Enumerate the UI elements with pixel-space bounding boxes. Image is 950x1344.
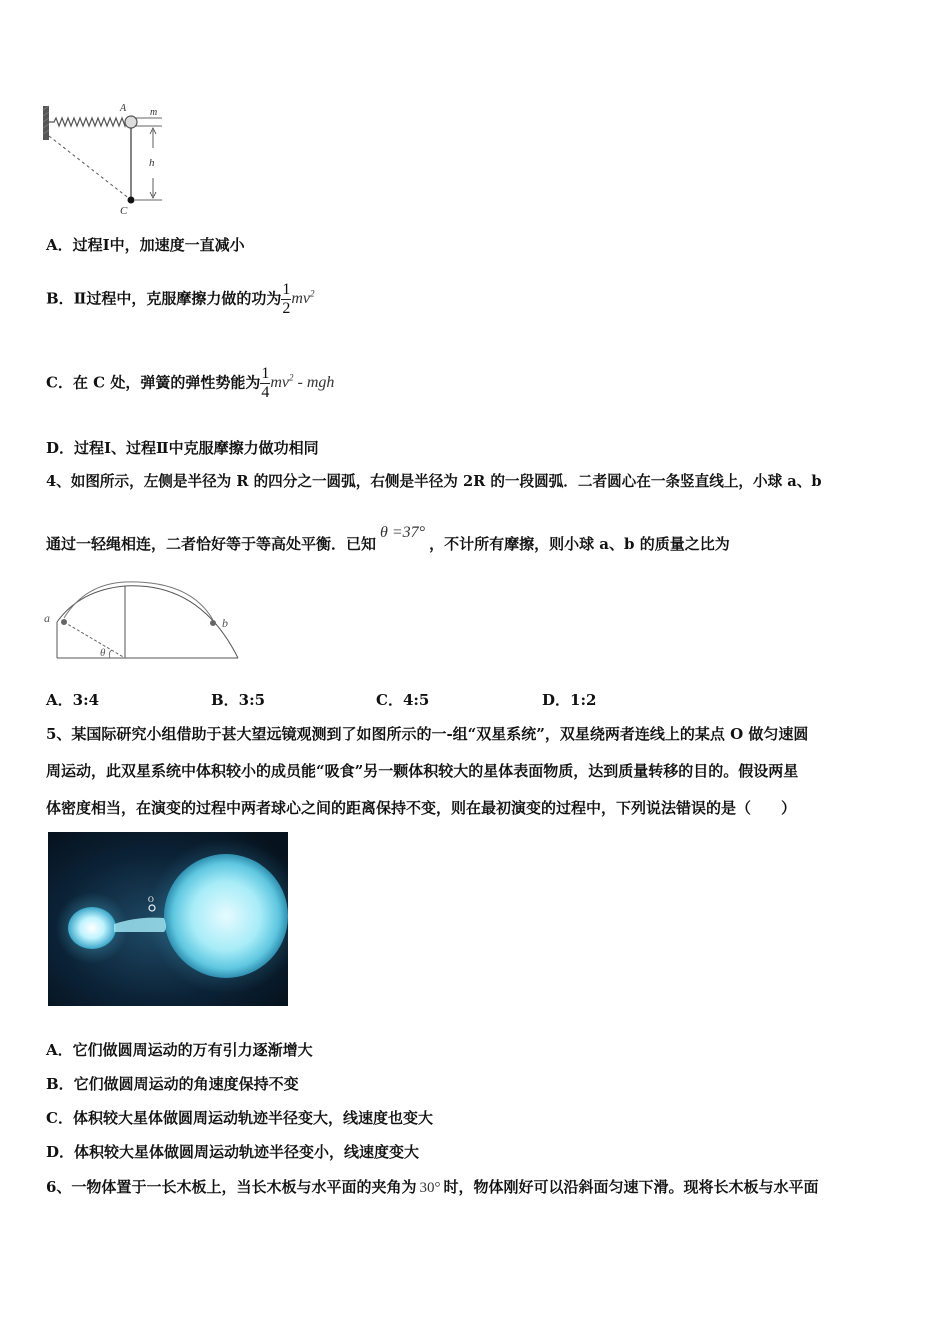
q5-option-d: D．体积较大星体做圆周运动轨迹半径变小，线速度变大 (46, 1143, 420, 1161)
q4-choice-c: C．4:5 (376, 691, 430, 709)
q5-option-a: A．它们做圆周运动的万有引力逐渐增大 (46, 1041, 313, 1059)
spring-figure (40, 98, 170, 222)
q3-option-a: A．过程Ⅰ中，加速度一直减小 (46, 236, 245, 254)
label-b: b (222, 616, 228, 630)
mv-squared-mgh: $mv^2$ - mgh (270, 373, 335, 392)
q4-line-1: 4、如图所示，左侧是半径为 R 的四分之一圆弧，右侧是半径为 2R 的一段圆弧．二者圆心在一条竖直线上，小球 a、b (46, 473, 822, 490)
label-h: h (149, 157, 155, 169)
q3-option-c-text: C．在 C 处，弹簧的弹性势能为 (46, 373, 261, 392)
mv-expr: mv (270, 374, 289, 392)
frac-den: 2 (282, 299, 291, 317)
q5-option-c: C．体积较大星体做圆周运动轨迹半径变大，线速度也变大 (46, 1109, 433, 1127)
theta-value: θ =37° (380, 524, 426, 541)
fraction-half (281, 281, 291, 318)
label-theta: θ (100, 647, 106, 659)
rope (64, 582, 213, 620)
mv-squared: $mv^2$ (291, 289, 315, 308)
q4-choice-d: D．1:2 (542, 691, 597, 709)
binary-star-image (48, 832, 288, 1006)
frac-num: 1 (261, 364, 270, 382)
label-m: m (150, 107, 158, 118)
q6-line-1-post: 时，物体刚好可以沿斜面匀速下滑。现将长木板与水平面 (443, 1178, 819, 1196)
label-a: a (44, 611, 50, 625)
frac-den: 4 (261, 383, 270, 401)
q6-line-1-pre: 6、一物体置于一长木板上，当长木板与水平面的夹角为 (46, 1178, 417, 1196)
q4-line-2-post: ，不计所有摩擦，则小球 a、b 的质量之比为 (429, 535, 730, 553)
mv-expr: mv (291, 290, 310, 308)
q5-line-2: 周运动，此双星系统中体积较小的成员能“吸食”另一颗体积较大的星体表面物质，达到质量转移的目的。假设两星 (46, 762, 799, 780)
q6-line-1 (46, 1177, 818, 1198)
dashed-radius (64, 622, 125, 658)
label-a: A (120, 103, 127, 114)
dashed-line (49, 136, 131, 200)
q4-line-2-pre: 通过一轻绳相连，二者恰好等于等高处平衡．已知 (46, 535, 377, 553)
wall (43, 106, 49, 140)
theta-arc (109, 650, 112, 658)
spring (49, 118, 126, 126)
q3-option-b-text: B．Ⅱ过程中，克服摩擦力做的功为 (46, 289, 282, 308)
q5-option-b: B．它们做圆周运动的角速度保持不变 (46, 1075, 299, 1093)
small-star (68, 907, 116, 949)
fraction-quarter (260, 365, 270, 402)
ball-b (210, 620, 216, 626)
q4-choice-a: A．3:4 (46, 691, 100, 709)
q3-option-b (46, 272, 314, 321)
q4-choices (46, 689, 846, 711)
q3-option-c (46, 356, 334, 405)
q3-option-d: D．过程Ⅰ、过程Ⅱ中克服摩擦力做功相同 (46, 439, 319, 457)
q5-line-3: 体密度相当，在演变的过程中两者球心之间的距离保持不变，则在最初演变的过程中，下列说法错误的是（ ） (46, 799, 797, 817)
q4-line-2 (46, 524, 730, 555)
ball-a (61, 619, 67, 625)
mgh-expr: - mgh (293, 374, 335, 392)
frac-num: 1 (282, 280, 291, 298)
big-star (164, 854, 288, 978)
label-o: O (148, 895, 154, 904)
q4-choice-b: B．3:5 (211, 691, 266, 709)
angle-30: 30° (419, 1180, 441, 1196)
label-c: C (120, 205, 128, 217)
q5-line-1: 5、某国际研究小组借助于甚大望远镜观测到了如图所示的一-组“双星系统”，双星绕两者连线上的某点 O 做匀速圆 (46, 725, 809, 743)
arc-figure (40, 578, 245, 664)
point-c (128, 197, 135, 204)
